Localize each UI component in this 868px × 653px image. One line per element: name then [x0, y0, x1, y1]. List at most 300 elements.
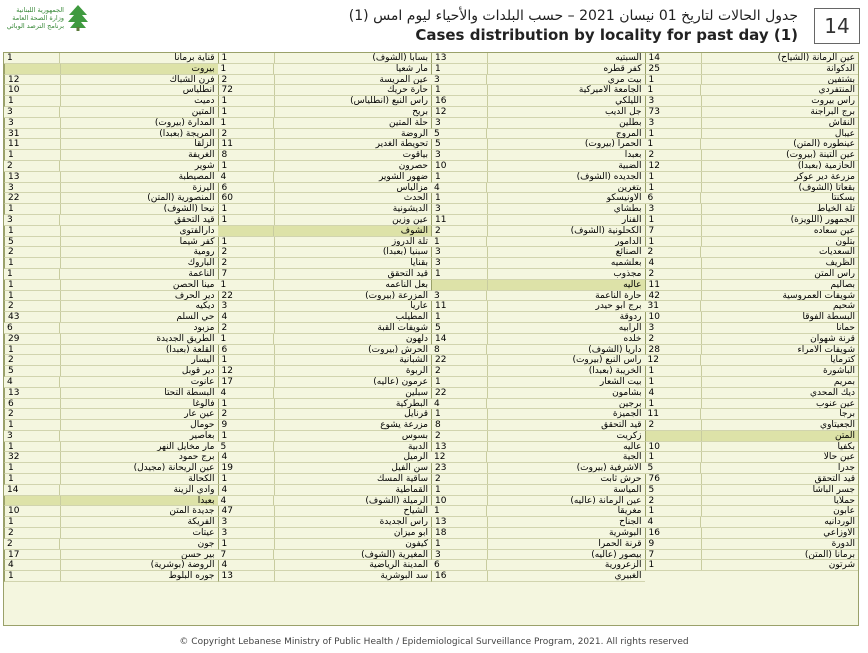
table-cell	[4, 139, 218, 150]
table-cell	[645, 129, 859, 140]
table-cell	[4, 247, 218, 258]
table-cell	[431, 334, 645, 345]
case-count: 12	[219, 366, 275, 376]
case-count: 1	[219, 53, 275, 63]
table-cell	[645, 312, 859, 323]
locality-name: عين عار	[184, 409, 215, 420]
table-cell	[4, 226, 218, 237]
locality-name: سد البوشرية	[380, 571, 428, 582]
case-count: 1	[432, 485, 488, 495]
case-count: 1	[646, 183, 702, 193]
table-cell	[218, 452, 432, 463]
locality-name: زكريت	[616, 430, 642, 441]
table-cell	[218, 215, 432, 226]
locality-name: مار شعيا	[395, 63, 428, 74]
locality-name: مزبود	[193, 322, 215, 333]
table-cell	[431, 280, 645, 291]
locality-name: الجامعة الاميركية	[578, 85, 642, 96]
locality-name: عين الريحانة (مجيدل)	[133, 463, 215, 474]
logo-line: الجمهورية اللبنانية	[16, 6, 64, 14]
table-cell	[431, 550, 645, 561]
table-cell	[218, 474, 432, 485]
case-count: 16	[432, 96, 488, 106]
case-count	[5, 496, 61, 506]
table-cell	[218, 377, 432, 388]
table-cell	[431, 237, 645, 248]
case-count: 1	[432, 172, 488, 182]
table-cell	[431, 150, 645, 161]
table-cell	[431, 129, 645, 140]
case-count: 1	[432, 409, 488, 419]
case-count: 4	[219, 312, 275, 322]
locality-name: بسابا (الشوف)	[372, 53, 428, 63]
table-cell	[645, 183, 859, 194]
case-count: 60	[219, 193, 275, 203]
case-count: 3	[4, 107, 60, 117]
case-count: 29	[5, 334, 61, 344]
locality-name: الروضة (بوشرية)	[150, 560, 215, 571]
case-count: 3	[219, 517, 275, 527]
case-count: 3	[219, 528, 275, 538]
table-cell	[645, 291, 859, 302]
case-count: 3	[432, 150, 488, 160]
locality-name: جديدة المتن	[169, 506, 215, 517]
locality-name: أنطلياس	[182, 85, 215, 96]
locality-name: دارالفتوى	[179, 225, 215, 236]
locality-name: بعاصير	[189, 430, 215, 441]
locality-name: الرابيه	[618, 322, 642, 333]
case-count: 1	[218, 64, 274, 74]
locality-name: عاليه	[623, 279, 642, 290]
locality-name: ديك المحدي	[810, 387, 855, 398]
case-count: 4	[646, 388, 702, 398]
locality-name: مزرعة دير عوكر	[794, 171, 855, 182]
locality-name: اليرزة	[192, 182, 215, 193]
locality-name: الدبية	[407, 441, 428, 452]
case-count: 42	[646, 291, 702, 301]
table-cell	[218, 312, 432, 323]
table-cell	[431, 172, 645, 183]
locality-name: بريح	[412, 106, 428, 117]
table-cell	[645, 442, 859, 453]
locality-name: دير الحرف	[174, 290, 215, 301]
locality-name: شوير	[194, 160, 215, 171]
table-cell	[218, 183, 432, 194]
case-count: 7	[646, 550, 702, 560]
table-cell	[218, 366, 432, 377]
table-cell	[218, 129, 432, 140]
case-count: 13	[432, 442, 488, 452]
case-count: 14	[4, 485, 60, 495]
table-cell	[645, 161, 859, 172]
table-cell	[4, 118, 218, 129]
table-cell	[4, 53, 218, 64]
locality-name: كيفون	[405, 538, 428, 549]
locality-name: الليلكي	[615, 96, 642, 106]
locality-name: الحدث	[403, 193, 428, 204]
case-count: 1	[5, 226, 61, 236]
case-count: 2	[432, 431, 488, 441]
locality-name: شويفات الامراء	[797, 344, 855, 355]
case-count: 10	[5, 85, 61, 95]
table-cell	[218, 226, 432, 237]
locality-name: الرميلة (الشوف)	[365, 495, 428, 506]
locality-name: الطريق الجديدة	[156, 333, 215, 344]
locality-name: المزرعة (بيروت)	[365, 290, 428, 301]
locality-name: قيد التحقق	[601, 420, 642, 430]
case-count: 2	[646, 420, 702, 430]
table-cell	[4, 377, 218, 388]
locality-name: برج أبو حيدر	[595, 301, 642, 312]
case-count: 1	[5, 280, 61, 290]
table-cell	[218, 420, 432, 431]
table-cell	[645, 474, 859, 485]
locality-name: الزعرورية	[604, 560, 642, 571]
table-cell	[645, 323, 859, 334]
locality-name: حرش ثابت	[600, 474, 642, 484]
table-cell	[218, 204, 432, 215]
locality-name: الفريكة	[187, 517, 215, 528]
table-cell	[218, 237, 432, 248]
table-cell	[218, 388, 432, 399]
table-cell	[4, 399, 218, 410]
table-cell	[218, 496, 432, 507]
case-count: 4	[219, 485, 275, 495]
table-cell	[645, 496, 859, 507]
case-count: 6	[5, 399, 61, 409]
locality-name: بشامون	[612, 387, 642, 398]
table-cell	[218, 75, 432, 86]
locality-name: جسر الباشا	[812, 484, 855, 495]
locality-name: بعلشميه	[610, 258, 642, 268]
locality-name: قرنة الحمرا	[598, 538, 642, 549]
locality-name: خلده	[623, 333, 642, 344]
table-cell	[431, 291, 645, 302]
case-count: 1	[5, 204, 61, 214]
table-cell	[645, 506, 859, 517]
table-cell	[431, 258, 645, 269]
case-count: 4	[4, 377, 60, 387]
table-cell	[431, 571, 645, 582]
table-cell	[645, 247, 859, 258]
table-cell	[431, 517, 645, 528]
locality-name: بمريم	[833, 376, 855, 387]
case-count: 47	[219, 506, 275, 516]
case-count: 1	[219, 96, 275, 106]
cedar-tree-icon	[66, 4, 90, 32]
case-count: 72	[219, 85, 275, 95]
case-count: 5	[431, 129, 487, 139]
table-cell	[4, 129, 218, 140]
locality-name: برج البراجنة	[810, 106, 855, 117]
case-count: 43	[5, 312, 61, 322]
case-count: 9	[646, 539, 702, 549]
table-cell	[431, 388, 645, 399]
locality-name: قرنايل	[404, 409, 428, 420]
table-cell	[645, 420, 859, 431]
locality-name: حي السلم	[176, 312, 215, 322]
case-count: 1	[5, 442, 61, 452]
locality-name: دير قوبل	[181, 366, 215, 376]
case-count: 3	[432, 258, 488, 268]
case-count: 22	[432, 355, 488, 365]
case-count: 1	[219, 161, 275, 171]
case-count: 1	[218, 280, 274, 290]
case-count: 9	[219, 420, 275, 430]
case-count: 14	[432, 334, 488, 344]
locality-name: الزلقا	[194, 139, 215, 150]
table-cell	[645, 560, 859, 571]
case-count: 1	[218, 118, 274, 128]
locality-name: الاونيسكو	[606, 193, 642, 204]
case-count: 2	[432, 474, 488, 484]
locality-name: البسطة الفوقا	[802, 312, 855, 322]
case-count: 1	[432, 312, 488, 322]
locality-name: كفر قطره	[603, 63, 642, 74]
table-cell	[4, 345, 218, 356]
locality-name: ديكيه	[195, 301, 215, 312]
case-count: 3	[4, 215, 60, 225]
case-count: 10	[432, 161, 488, 171]
locality-name: القماطية	[395, 484, 428, 495]
locality-name: جوره البلوط	[168, 571, 215, 582]
case-count: 7	[646, 226, 702, 236]
table-cell	[645, 517, 859, 528]
case-count: 14	[646, 53, 702, 63]
table-cell	[4, 388, 218, 399]
case-count: 13	[5, 388, 61, 398]
locality-name: الضبية	[618, 160, 642, 171]
case-count: 17	[219, 377, 275, 387]
table-cell	[4, 517, 218, 528]
case-count: 16	[432, 571, 488, 581]
table-cell	[645, 463, 859, 474]
locality-name: المروج	[615, 128, 642, 139]
case-count: 3	[646, 323, 702, 333]
case-count: 1	[646, 560, 702, 570]
case-count: 3	[431, 291, 487, 301]
locality-name: سبنيا (بعبدا)	[382, 247, 428, 258]
case-count: 5	[5, 366, 61, 376]
locality-name: الناعمة	[188, 268, 215, 279]
case-count: 4	[218, 388, 274, 398]
case-count: 7	[218, 550, 274, 560]
case-count: 2	[432, 366, 488, 376]
locality-name: عين عنوب	[815, 398, 855, 409]
table-cell	[4, 366, 218, 377]
table-cell	[431, 485, 645, 496]
case-count: 16	[646, 528, 702, 538]
locality-name: وادي الزينة	[173, 484, 215, 495]
locality-name: الخريبة (بعبدا)	[588, 366, 642, 376]
table-cell	[431, 463, 645, 474]
case-count: 1	[646, 366, 702, 376]
table-cell	[431, 452, 645, 463]
case-count: 7	[219, 269, 275, 279]
case-count: 2	[5, 528, 61, 538]
case-count: 1	[5, 517, 61, 527]
case-count: 5	[432, 323, 488, 333]
table-cell	[4, 161, 218, 172]
table-cell	[431, 560, 645, 571]
case-count: 1	[645, 85, 701, 95]
table-cell	[645, 550, 859, 561]
case-count: 18	[432, 528, 488, 538]
locality-name: الدامور	[615, 236, 642, 247]
table-cell	[218, 172, 432, 183]
case-count: 1	[5, 474, 61, 484]
table-cell	[4, 64, 218, 75]
table-cell	[218, 528, 432, 539]
case-count: 5	[646, 485, 702, 495]
case-count: 2	[5, 409, 61, 419]
locality-name: عين المريسة	[379, 74, 428, 85]
table-cell	[4, 528, 218, 539]
table-cell	[4, 107, 218, 118]
locality-name: السعديات	[818, 247, 855, 258]
case-count: 1	[5, 150, 61, 160]
table-cell	[431, 226, 645, 237]
table-cell	[645, 355, 859, 366]
table-cell	[4, 183, 218, 194]
locality-name: عانوت	[190, 376, 215, 387]
locality-name: شويفات العمروسية	[782, 290, 855, 301]
table-cell	[218, 291, 432, 302]
table-cell	[4, 215, 218, 226]
locality-name: البطركية	[395, 398, 428, 409]
table-cell	[431, 409, 645, 420]
case-count: 1	[5, 420, 61, 430]
locality-name: الجديده (الشوف)	[576, 171, 642, 182]
case-count: 4	[5, 560, 61, 570]
locality-name: راس الجديدة	[379, 517, 428, 528]
locality-name: مزالياس	[396, 182, 428, 193]
page-title-arabic: جدول الحالات لتاريخ 01 نيسان 2021 – حسب البلدات والأحياء ليوم امس (1)	[348, 8, 798, 24]
table-cell	[4, 75, 218, 86]
table-cell	[645, 334, 859, 345]
locality-name: عين وزين	[392, 214, 428, 225]
table-cell	[4, 550, 218, 561]
table-cell	[645, 539, 859, 550]
locality-name: راس بيروت	[811, 96, 855, 106]
table-cell	[645, 399, 859, 410]
copyright-footer: © Copyright Lebanese Ministry of Public Health / Epidemiological Surveillance Program, 2021. All rights reserved	[179, 637, 689, 647]
table-cell	[218, 139, 432, 150]
table-cell	[218, 280, 432, 291]
case-count	[5, 64, 61, 74]
locality-name: الوردانيه	[824, 517, 855, 528]
locality-name: الغبيري	[614, 571, 642, 582]
locality-name: برمانا (المتن)	[804, 549, 855, 560]
locality-name: عيبال	[834, 128, 855, 139]
case-count: 13	[432, 53, 488, 63]
case-count: 25	[646, 64, 702, 74]
case-count: 3	[432, 118, 488, 128]
case-count: 5	[432, 139, 488, 149]
case-count: 28	[646, 345, 702, 355]
locality-name: عين الرمانة (الشياح)	[777, 53, 855, 63]
locality-name: الروضة	[400, 128, 428, 139]
locality-name: قناية برمانا	[174, 53, 215, 63]
locality-name: بتغرين	[617, 182, 642, 193]
locality-name: دلهون	[405, 333, 428, 344]
table-cell	[431, 474, 645, 485]
case-count: 3	[431, 75, 487, 85]
table-cell	[218, 463, 432, 474]
case-count: 4	[219, 452, 275, 462]
table-cell	[218, 409, 432, 420]
table-cell	[218, 506, 432, 517]
case-count	[646, 431, 702, 441]
table-cell	[4, 463, 218, 474]
locality-name: المدينة الرياضية	[369, 560, 428, 571]
table-cell	[218, 539, 432, 550]
locality-name: كفر شيما	[179, 236, 215, 247]
locality-name: بير حسن	[181, 549, 215, 560]
table-cell	[431, 107, 645, 118]
table-cell	[218, 301, 432, 312]
case-count: 4	[218, 496, 274, 506]
case-count: 3	[5, 118, 61, 128]
locality-name: الديشونية	[392, 204, 428, 214]
locality-name: بطلين	[619, 117, 642, 128]
locality-name: اليسار	[191, 355, 215, 366]
table-cell	[218, 334, 432, 345]
case-count: 12	[432, 107, 488, 117]
table-cell	[4, 431, 218, 442]
case-count: 4	[645, 517, 701, 527]
locality-name: الشياح	[403, 506, 428, 517]
case-count: 1	[646, 172, 702, 182]
case-count: 8	[431, 345, 487, 355]
table-cell	[218, 258, 432, 269]
locality-name: مزرعة يشوع	[380, 420, 428, 430]
table-cell	[431, 64, 645, 75]
locality-name: راس النبع (أنطلياس)	[350, 96, 428, 106]
locality-name: الأشرفية (بيروت)	[576, 463, 642, 474]
table-cell	[645, 64, 859, 75]
locality-name: قيد التحقق	[174, 214, 215, 225]
locality-name: الحازمية (بعبدا)	[797, 160, 855, 171]
table-cell	[4, 485, 218, 496]
locality-name: القلعة (بعبدا)	[165, 344, 215, 355]
case-count: 2	[432, 226, 488, 236]
table-cell	[218, 85, 432, 96]
table-cell	[645, 409, 859, 420]
case-count: 1	[219, 107, 275, 117]
locality-name: تلة الدروز	[391, 236, 428, 247]
locality-name: جل الديب	[604, 106, 642, 117]
table-cell	[431, 215, 645, 226]
case-count: 10	[5, 506, 61, 516]
table-cell	[431, 75, 645, 86]
locality-name: رومية	[193, 247, 215, 258]
case-count: 11	[432, 215, 488, 225]
case-count: 3	[432, 204, 488, 214]
case-count: 23	[432, 463, 488, 473]
case-count: 3	[646, 118, 702, 128]
table-cell	[4, 258, 218, 269]
table-cell	[431, 85, 645, 96]
table-cell	[431, 53, 645, 64]
locality-name: فرن الشباك	[169, 74, 215, 85]
case-count: 1	[5, 258, 61, 268]
table-cell	[645, 485, 859, 496]
table-cell	[218, 571, 432, 582]
table-cell	[431, 420, 645, 431]
table-cell	[431, 442, 645, 453]
locality-name: حصرون	[398, 160, 428, 171]
